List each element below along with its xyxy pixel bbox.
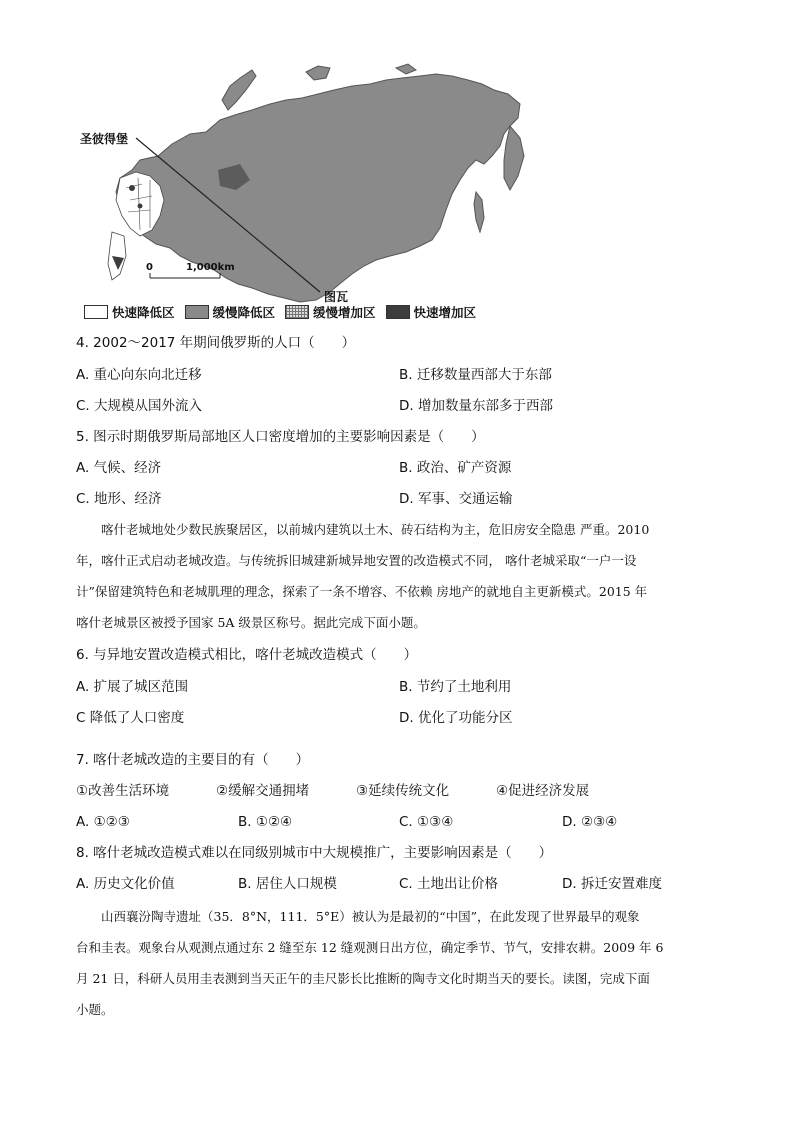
passage-line: 月 21 日，科研人员用圭表测到当天正午的圭尺影长比推断的陶寺文化时期当天的要长。读图，完成下面 xyxy=(76,971,650,986)
q5-option-d[interactable]: D. 军事、交通运输 xyxy=(399,491,513,507)
russia-landmass xyxy=(116,74,520,302)
q6-option-a[interactable]: A. 扩展了城区范围 xyxy=(76,679,189,695)
legend-label: 缓慢降低区 xyxy=(212,305,276,320)
legend-item-fast-decrease xyxy=(84,303,175,321)
map-legend xyxy=(84,302,524,322)
q7-option-b[interactable]: B. ①②④ xyxy=(238,814,293,830)
q4-option-b[interactable]: B. 迁移数量西部大于东部 xyxy=(399,367,552,383)
q5-option-a[interactable]: A. 气候、经济 xyxy=(76,460,162,476)
q8-option-d[interactable]: D. 拆迁安置难度 xyxy=(562,876,662,892)
q4-option-c[interactable]: C. 大规模从国外流入 xyxy=(76,398,203,414)
q5-option-b[interactable]: B. 政治、矿产资源 xyxy=(399,460,512,476)
scale-zero: 0 xyxy=(146,262,153,273)
q7-item-4: ④促进经济发展 xyxy=(496,783,590,799)
q8-option-c[interactable]: C. 土地出让价格 xyxy=(399,876,499,892)
passage-line: 台和圭表。观象台从观测点通过东 2 缝至东 12 缝观测日出方位，确定季节、节气，安排农耕。2009 年 6 xyxy=(76,940,664,955)
caucasus-region xyxy=(108,232,126,280)
legend-label: 快速降低区 xyxy=(112,305,175,320)
swatch-gray xyxy=(185,305,209,319)
q5-option-c[interactable]: C. 地形、经济 xyxy=(76,491,162,507)
map-graphic xyxy=(80,60,530,322)
q6-option-b[interactable]: B. 节约了土地利用 xyxy=(399,679,512,695)
scale-km: 1,000km xyxy=(186,262,235,273)
legend-item-slow-decrease xyxy=(185,303,276,321)
legend-label: 缓慢增加区 xyxy=(313,305,376,320)
q8-option-b[interactable]: B. 居住人口规模 xyxy=(238,876,337,892)
q6-stem: 6. 与异地安置改造模式相比，喀什老城改造模式（ ） xyxy=(76,647,418,663)
q7-option-c[interactable]: C. ①③④ xyxy=(399,814,454,830)
q4-option-d[interactable]: D. 增加数量东部多于西部 xyxy=(399,398,553,414)
passage-line: 年，喀什正式启动老城改造。与传统拆旧城建新城异地安置的改造模式不同， 喀什老城采取“一户一设 xyxy=(76,553,637,568)
q5-stem: 5. 图示时期俄罗斯局部地区人口密度增加的主要影响因素是（ ） xyxy=(76,429,485,445)
q4-option-a[interactable]: A. 重心向东向北迁移 xyxy=(76,367,202,383)
legend-item-fast-increase xyxy=(386,303,477,321)
legend-item-slow-increase xyxy=(285,303,376,321)
severnaya-zemlya xyxy=(306,66,330,80)
russia-population-map xyxy=(80,60,530,322)
q8-option-a[interactable]: A. 历史文化价值 xyxy=(76,876,175,892)
swatch-dotted xyxy=(285,305,309,319)
passage-line: 计”保留建筑特色和老城肌理的理念，探索了一条不增容、不依赖 房地产的就地自主更新模式。2015 年 xyxy=(76,584,648,599)
passage-taosi xyxy=(76,901,716,1025)
q6-option-c[interactable]: C 降低了人口密度 xyxy=(76,710,185,726)
swatch-dark xyxy=(386,305,410,319)
passage-line: 小题。 xyxy=(76,1002,114,1017)
q7-item-1: ①改善生活环境 xyxy=(76,783,170,799)
new-siberian-islands xyxy=(396,64,416,74)
label-st-petersburg: 圣彼得堡 xyxy=(80,132,129,146)
passage-line: 喀什老城景区被授予国家 5A 级景区称号。据此完成下面小题。 xyxy=(76,615,426,630)
q7-item-3: ③延续传统文化 xyxy=(356,783,450,799)
q7-option-a[interactable]: A. ①②③ xyxy=(76,814,130,830)
label-tuva: 图瓦 xyxy=(324,290,349,304)
novaya-zemlya xyxy=(222,70,256,110)
passage-kashgar xyxy=(76,514,716,638)
kamchatka xyxy=(504,126,524,190)
q7-option-d[interactable]: D. ②③④ xyxy=(562,814,618,830)
sakhalin xyxy=(474,192,484,232)
q8-stem: 8. 喀什老城改造模式难以在同级别城市中大规模推广，主要影响因素是（ ） xyxy=(76,845,553,861)
swatch-white xyxy=(84,305,108,319)
q7-stem: 7. 喀什老城改造的主要目的有（ ） xyxy=(76,752,310,768)
q7-item-2: ②缓解交通拥堵 xyxy=(216,783,310,799)
legend-label: 快速增加区 xyxy=(413,305,477,320)
passage-line: 喀什老城地处少数民族聚居区，以前城内建筑以土木、砖石结构为主，危旧房安全隐患 严重。2010 xyxy=(76,522,650,537)
q4-stem: 4. 2002～2017 年期间俄罗斯的人口（ ） xyxy=(76,335,356,351)
q6-option-d[interactable]: D. 优化了功能分区 xyxy=(399,710,513,726)
passage-line: 山西襄汾陶寺遗址（35．8°N，111．5°E）被认为是最初的“中国”，在此发现了世界最早的观象 xyxy=(76,909,640,924)
